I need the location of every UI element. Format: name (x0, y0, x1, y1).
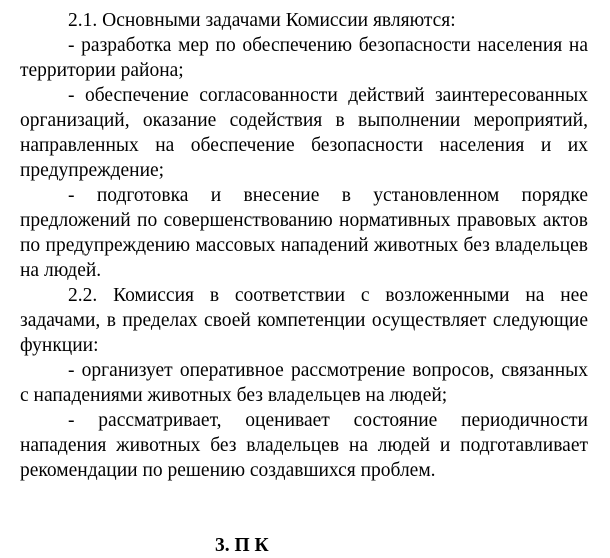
document-body (20, 8, 588, 483)
list-item: - обеспечение согласованности действий заинтересованных организаций, оказание содействия в выполнении мероприятий, направленных на обеспечение безопасности населения и их предупреждение; (20, 85, 588, 181)
section-3-heading-partial: 3. П К (215, 535, 269, 556)
list-item: - организует оперативное рассмотрение вопросов, связанных с нападениями животных без владельцев на людей; (20, 360, 588, 406)
list-item: - подготовка и внесение в установленном порядке предложений по совершенствованию нормативных правовых актов по предупреждению массовых нападений животных без владельцев на людей. (20, 185, 588, 281)
section-2-2-heading: 2.2. Комиссия в соответствии с возложенными на нее задачами, в пределах своей компетенции осуществляет следующие функции: (20, 285, 588, 356)
section-2-1-heading: 2.1. Основными задачами Комиссии являются: (68, 10, 456, 31)
list-item: - разработка мер по обеспечению безопасности населения на территории района; (20, 35, 588, 81)
list-item: - рассматривает, оценивает состояние периодичности нападения животных без владельцев на людей и подготавливает рекомендации по решению создавшихся проблем. (20, 410, 588, 481)
